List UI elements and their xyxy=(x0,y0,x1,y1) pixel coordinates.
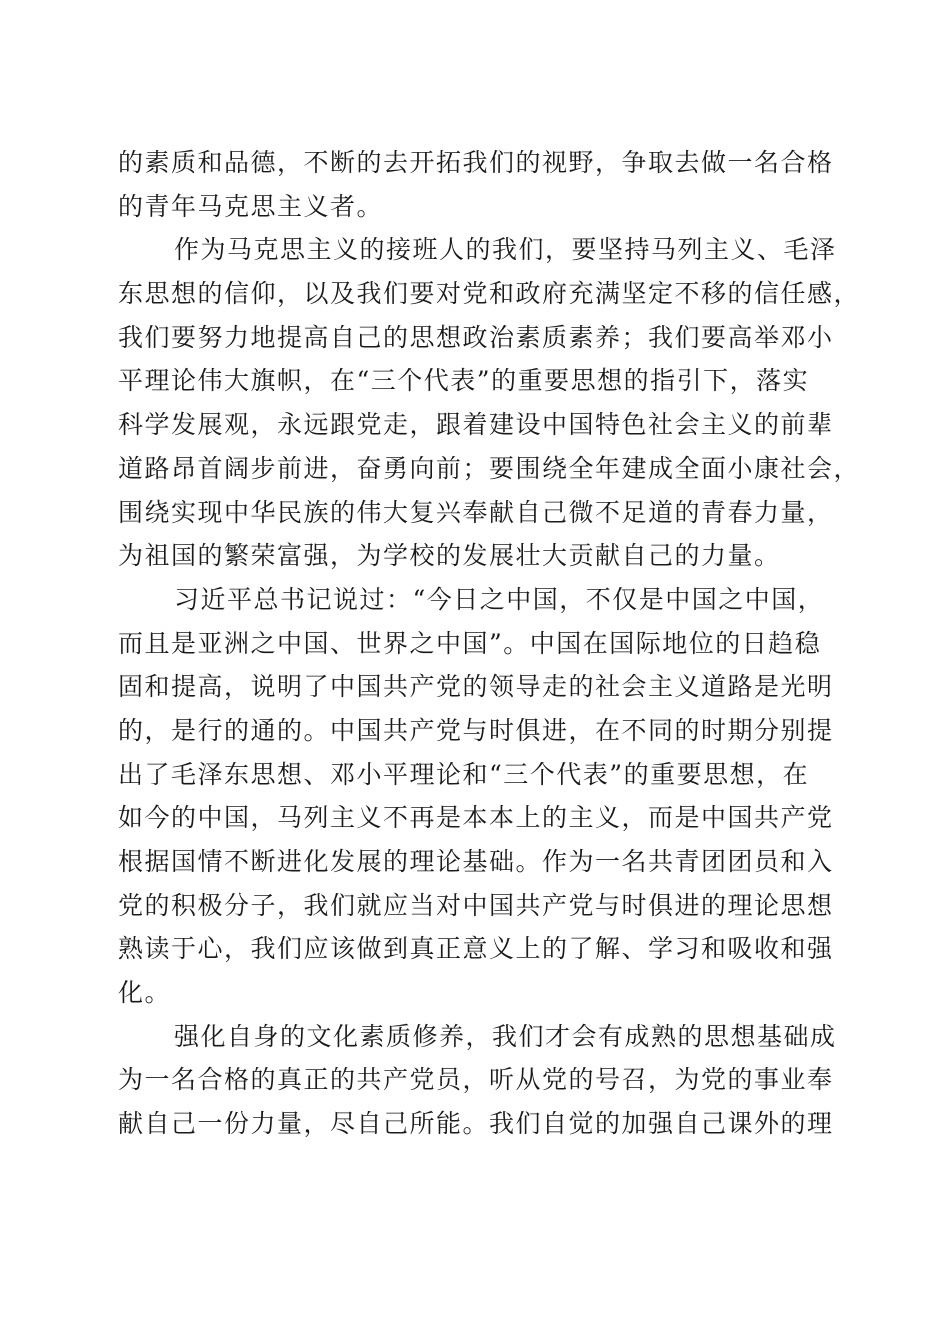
text-line: 献自己一份力量，尽自己所能。我们自觉的加强自己课外的理 xyxy=(118,1109,834,1139)
text-line: 根据国情不断进化发展的理论基础。作为一名共青团团员和入 xyxy=(118,847,834,876)
text-line: 如今的中国，马列主义不再是本本上的主义，而是中国共产党 xyxy=(118,803,834,833)
text-line: 为一名合格的真正的共产党员，听从党的号召，为党的事业奉 xyxy=(118,1065,834,1095)
text-line: 党的积极分子，我们就应当对中国共产党与时俱进的理论思想 xyxy=(118,890,834,920)
paragraph-start-line: 强化自身的文化素质修养，我们才会有成熟的思想基础成 xyxy=(174,1021,837,1051)
text-line: 道路昂首阔步前进，奋勇向前；要围绕全年建成全面小康社会， xyxy=(118,453,861,483)
text-line: 围绕实现中华民族的伟大复兴奉献自己微不足道的青春力量， xyxy=(118,497,834,527)
text-line: 化。 xyxy=(118,978,172,1008)
text-line: 平理论伟大旗帜，在“三个代表”的重要思想的指引下，落实 xyxy=(118,366,810,396)
text-line: 的青年马克思主义者。 xyxy=(118,191,384,221)
text-line: 而且是亚洲之中国、世界之中国”。中国在国际地位的日趋稳 xyxy=(118,628,822,658)
body-text xyxy=(118,141,861,1146)
paragraph-start-line: 习近平总书记说过：“今日之中国，不仅是中国之中国， xyxy=(174,584,825,614)
text-line: 我们要努力地提高自己的思想政治素质素养；我们要高举邓小 xyxy=(118,322,834,352)
text-line: 的素质和品德，不断的去开拓我们的视野，争取去做一名合格 xyxy=(118,148,834,177)
paragraph-start-line: 作为马克思主义的接班人的我们，要坚持马列主义、毛泽 xyxy=(174,235,837,265)
text-line: 的，是行的通的。中国共产党与时俱进，在不同的时期分别提 xyxy=(118,715,834,745)
text-line: 固和提高，说明了中国共产党的领导走的社会主义道路是光明 xyxy=(118,672,834,702)
text-line: 出了毛泽东思想、邓小平理论和“三个代表”的重要思想，在 xyxy=(118,759,810,789)
text-line: 科学发展观，永远跟党走，跟着建设中国特色社会主义的前辈 xyxy=(118,410,834,440)
text-line: 熟读于心，我们应该做到真正意义上的了解、学习和吸收和强 xyxy=(118,934,834,964)
text-line: 东思想的信仰，以及我们要对党和政府充满坚定不移的信任感， xyxy=(118,279,861,309)
text-line: 为祖国的繁荣富强，为学校的发展壮大贡献自己的力量。 xyxy=(118,541,781,571)
